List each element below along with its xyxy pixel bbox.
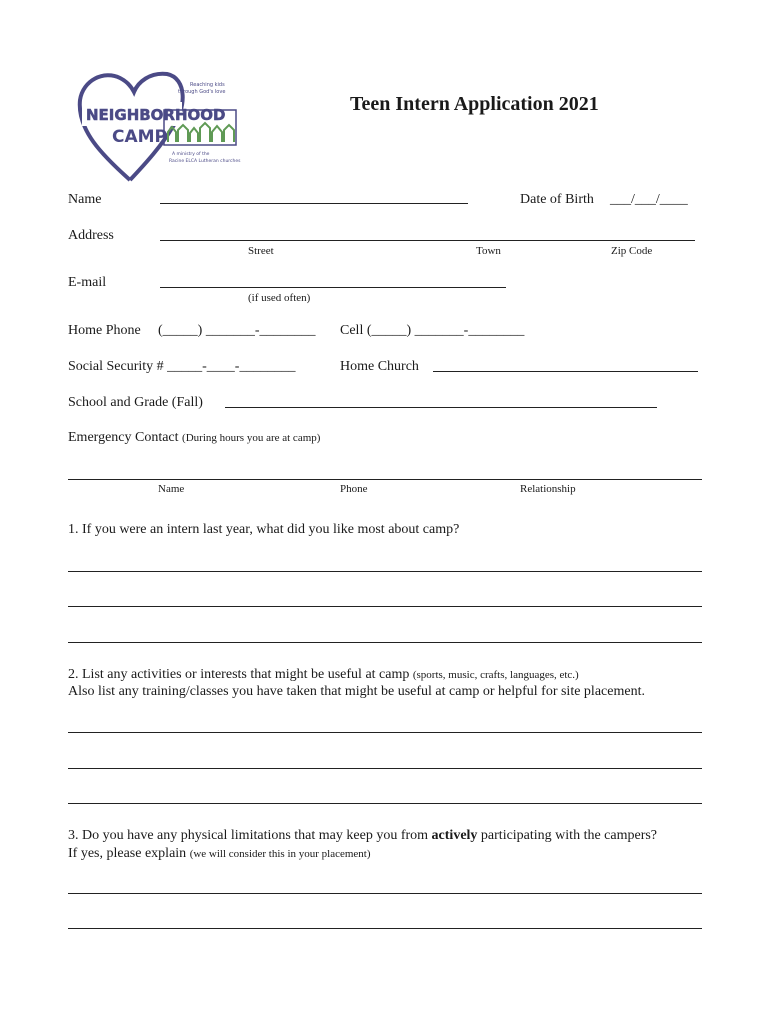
answer-2-line-2[interactable] xyxy=(68,768,702,769)
home-phone-label: Home Phone xyxy=(68,323,141,338)
name-label: Name xyxy=(68,192,102,207)
ec-name-caption: Name xyxy=(158,483,185,495)
town-caption: Town xyxy=(476,245,501,257)
page-title: Teen Intern Application 2021 xyxy=(350,93,599,115)
ec-relationship-caption: Relationship xyxy=(520,483,576,495)
address-field[interactable] xyxy=(160,240,695,241)
question-3a-emphasis: actively xyxy=(431,828,478,843)
name-field[interactable] xyxy=(160,203,468,204)
answer-1-line-1[interactable] xyxy=(68,571,702,572)
question-3a-pre: 3. Do you have any physical limitations that may keep you from xyxy=(68,828,429,843)
question-3b xyxy=(68,846,371,862)
email-label: E-mail xyxy=(68,275,107,290)
school-label: School and Grade (Fall) xyxy=(68,395,203,410)
ec-phone-caption: Phone xyxy=(340,483,368,495)
question-2a-note: (sports, music, crafts, languages, etc.) xyxy=(412,669,579,681)
answer-3-line-1[interactable] xyxy=(68,893,702,894)
ssn-field[interactable]: Social Security # _____-____-________ xyxy=(68,359,296,374)
svg-text:NEIGHBORHOOD: NEIGHBORHOOD xyxy=(86,106,226,124)
svg-text:Reaching kids: Reaching kids xyxy=(190,82,225,88)
question-2a xyxy=(68,667,579,683)
answer-3-line-2[interactable] xyxy=(68,928,702,929)
heart-logo-icon xyxy=(72,70,252,185)
svg-text:through God's love: through God's love xyxy=(178,89,226,95)
question-2a-text: 2. List any activities or interests that might be useful at camp xyxy=(68,667,410,682)
question-3a-post: participating with the campers? xyxy=(480,828,658,843)
dob-label: Date of Birth xyxy=(520,192,594,207)
emergency-note: (During hours you are at camp) xyxy=(182,432,321,444)
answer-1-line-2[interactable] xyxy=(68,606,702,607)
svg-text:Racine ELCA Lutheran churches: Racine ELCA Lutheran churches xyxy=(169,159,241,164)
address-label: Address xyxy=(68,228,114,243)
svg-text:A ministry of the: A ministry of the xyxy=(172,152,210,157)
emergency-field[interactable] xyxy=(68,479,702,480)
question-1: 1. If you were an intern last year, what did you like most about camp? xyxy=(68,522,460,537)
question-3b-note: (we will consider this in your placement) xyxy=(189,848,371,860)
school-field[interactable] xyxy=(225,407,657,408)
question-3a xyxy=(68,828,657,844)
question-3b-text: If yes, please explain xyxy=(68,846,187,861)
emergency-title: Emergency Contact xyxy=(68,430,179,445)
home-church-label: Home Church xyxy=(340,359,419,374)
home-church-field[interactable] xyxy=(433,371,698,372)
email-note: (if used often) xyxy=(248,292,311,304)
answer-1-line-3[interactable] xyxy=(68,642,702,643)
emergency-label xyxy=(68,430,320,446)
logo xyxy=(72,70,252,185)
answer-2-line-3[interactable] xyxy=(68,803,702,804)
home-phone-field[interactable]: (_____) _______-________ xyxy=(158,323,316,338)
zip-caption: Zip Code xyxy=(611,245,653,257)
answer-2-line-1[interactable] xyxy=(68,732,702,733)
question-2b: Also list any training/classes you have taken that might be useful at camp or helpful for site placement. xyxy=(68,684,645,699)
svg-text:CAMP: CAMP xyxy=(112,127,168,147)
cell-phone-field[interactable]: Cell (_____) _______-________ xyxy=(340,323,525,338)
dob-field[interactable]: ___/___/____ xyxy=(610,192,688,207)
email-field[interactable] xyxy=(160,287,506,288)
street-caption: Street xyxy=(248,245,274,257)
